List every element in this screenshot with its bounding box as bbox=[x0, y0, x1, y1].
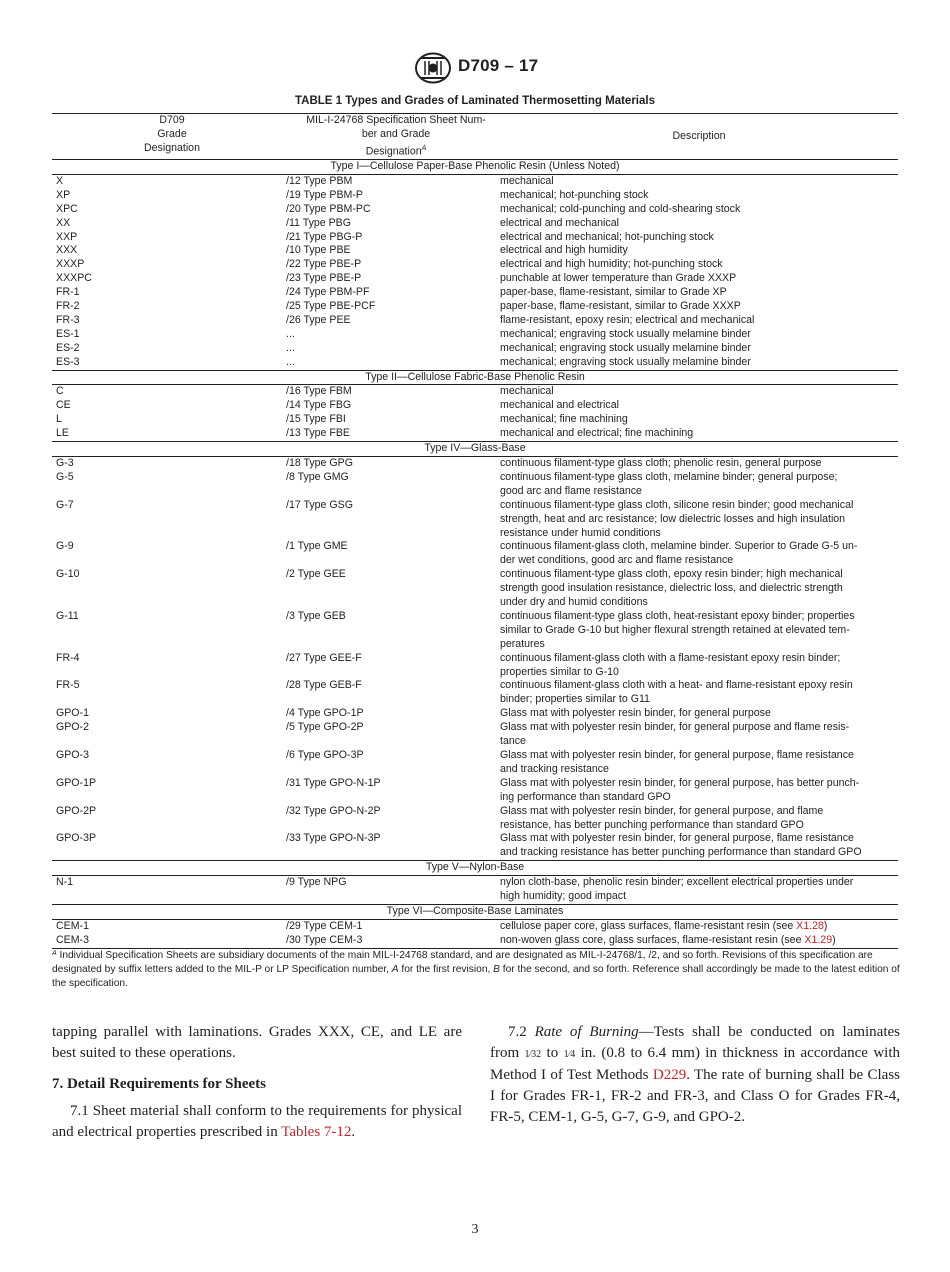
description-cell bbox=[500, 413, 898, 427]
mil-spec-cell: /22 Type PBE-P bbox=[286, 258, 362, 271]
table-row bbox=[52, 385, 898, 399]
fraction: 1⁄32 bbox=[524, 1049, 542, 1060]
grade-cell: GPO-2 bbox=[56, 721, 89, 734]
grade-cell: XXXP bbox=[56, 258, 85, 271]
description-line: resistance under humid conditions bbox=[500, 526, 661, 539]
table-row bbox=[52, 356, 898, 370]
description-cell bbox=[500, 471, 898, 499]
table-row bbox=[52, 231, 898, 245]
grade-cell: GPO-2P bbox=[56, 804, 97, 817]
section-title: Type II—Cellulose Fabric-Base Phenolic Resin bbox=[52, 370, 898, 386]
grade-cell: G-9 bbox=[56, 540, 74, 553]
grade-cell: G-11 bbox=[56, 609, 79, 622]
mil-spec-cell: /25 Type PBE-PCF bbox=[286, 300, 376, 313]
grade-cell: FR-2 bbox=[56, 300, 80, 313]
table-row bbox=[52, 413, 898, 427]
description-line: punchable at lower temperature than Grade XXXP bbox=[500, 272, 737, 285]
description-cell bbox=[500, 314, 898, 328]
description-line: mechanical; hot-punching stock bbox=[500, 188, 649, 201]
description-line: continuous filament-type glass cloth, silicone resin binder; good mechanical bbox=[500, 498, 854, 511]
mil-spec-cell: ... bbox=[286, 341, 295, 354]
table-row bbox=[52, 300, 898, 314]
description-cell bbox=[500, 721, 898, 749]
mil-spec-cell: /3 Type GEB bbox=[286, 609, 346, 622]
description-cell bbox=[500, 231, 898, 245]
section-title: Type I—Cellulose Paper-Base Phenolic Resin (Unless Noted) bbox=[52, 160, 898, 175]
mil-spec-cell: /23 Type PBE-P bbox=[286, 272, 362, 285]
description-line: electrical and high humidity bbox=[500, 244, 628, 257]
mil-spec-cell: ... bbox=[286, 355, 295, 368]
description-cell bbox=[500, 399, 898, 413]
table-row bbox=[52, 749, 898, 777]
description-cell bbox=[500, 272, 898, 286]
grade-cell: L bbox=[56, 413, 62, 426]
description-cell bbox=[500, 244, 898, 258]
description-line: Glass mat with polyester resin binder, for general purpose, and flame bbox=[500, 804, 824, 817]
description-line: Glass mat with polyester resin binder, for general purpose, flame resistance bbox=[500, 749, 854, 762]
description-line: mechanical bbox=[500, 385, 554, 398]
description-line: mechanical; engraving stock usually melamine binder bbox=[500, 341, 751, 354]
grade-cell: XPC bbox=[56, 202, 78, 215]
grade-cell: XXP bbox=[56, 230, 78, 243]
description-line: continuous filament-glass cloth with a flame-resistant epoxy resin binder; bbox=[500, 651, 841, 664]
description-line: continuous filament-type glass cloth, epoxy resin binder; high mechanical bbox=[500, 568, 843, 581]
footnote-marker: A bbox=[421, 144, 427, 152]
description-cell bbox=[500, 457, 898, 471]
table-row bbox=[52, 777, 898, 805]
mil-spec-cell: /31 Type GPO-N-1P bbox=[286, 776, 381, 789]
mil-spec-cell: ... bbox=[286, 327, 295, 340]
grade-cell: XX bbox=[56, 216, 71, 229]
description-line: under dry and humid conditions bbox=[500, 596, 648, 609]
mil-spec-cell: /4 Type GPO-1P bbox=[286, 707, 364, 720]
table-row bbox=[52, 876, 898, 904]
mil-spec-cell: /11 Type PBG bbox=[286, 216, 351, 229]
grade-cell: N-1 bbox=[56, 876, 74, 889]
table-row bbox=[52, 203, 898, 217]
grade-cell: G-7 bbox=[56, 498, 74, 511]
astm-logo-icon bbox=[414, 52, 452, 84]
mil-spec-cell: /17 Type GSG bbox=[286, 498, 353, 511]
table-footnote: $^A$ Individual Specification Sheets are subsidiary documents of the main MIL-I-24768 standard, and are designated as MIL-I-24768/1, /2, and so forth. Revisions of this specification are designated by suffix letters added to the MIL-P or LP Specification number, A for the first revision, B for the second, and so forth. Reference shall accordingly be made to the latest edition of the specification. bbox=[52, 950, 900, 989]
description-cell bbox=[500, 342, 898, 356]
standard-designation: D709 – 17 bbox=[458, 56, 539, 75]
paragraph-7-2: 7.2 Rate of Burning—Tests shall be conducted on laminates from 1⁄32 to 1⁄4 in. (0.8 to 6.4 mm) in thickness in accordance with Method I of Test Methods D229. The rate of burning shall be Class I for Grades FR-1, FR-2 and FR-3, and Class O for Grades FR-4, FR-5, CEM-1, G-5, G-7, G-9, and GPO-2. bbox=[490, 1024, 900, 1125]
description-cell bbox=[500, 499, 898, 541]
grade-cell: C bbox=[56, 385, 64, 398]
description-line: binder; properties similar to G11 bbox=[500, 693, 650, 706]
description-line: continuous filament-glass cloth with a heat- and flame-resistant epoxy resin bbox=[500, 679, 853, 692]
section-title: Type IV—Glass-Base bbox=[52, 441, 898, 457]
description-line: mechanical; engraving stock usually melamine binder bbox=[500, 327, 751, 340]
description-cell bbox=[500, 749, 898, 777]
grade-cell: GPO-1P bbox=[56, 776, 97, 789]
appendix-link[interactable]: X1.28 bbox=[796, 919, 824, 932]
grade-cell: G-10 bbox=[56, 568, 80, 581]
grade-cell: GPO-3P bbox=[56, 832, 97, 845]
description-line: continuous filament-glass cloth, melamine binder. Superior to Grade G-5 un- bbox=[500, 540, 858, 553]
table-row bbox=[52, 175, 898, 189]
mil-spec-cell: /19 Type PBM-P bbox=[286, 188, 363, 201]
table-row bbox=[52, 707, 898, 721]
mil-spec-cell: /26 Type PEE bbox=[286, 313, 351, 326]
description-line: continuous filament-type glass cloth, melamine binder; general purpose; bbox=[500, 470, 838, 483]
description-cell bbox=[500, 679, 898, 707]
description-line: Glass mat with polyester resin binder, for general purpose and flame resis- bbox=[500, 721, 850, 734]
mil-spec-cell: /18 Type GPG bbox=[286, 456, 353, 469]
description-cell bbox=[500, 286, 898, 300]
description-cell bbox=[500, 777, 898, 805]
table-row bbox=[52, 286, 898, 300]
description-cell bbox=[500, 805, 898, 833]
mil-spec-cell: /20 Type PBM-PC bbox=[286, 202, 371, 215]
grade-cell: FR-5 bbox=[56, 679, 80, 692]
description-line: Glass mat with polyester resin binder, for general purpose, flame resistance bbox=[500, 832, 854, 845]
table-row bbox=[52, 189, 898, 203]
description-cell bbox=[500, 707, 898, 721]
grade-cell: CE bbox=[56, 399, 71, 412]
paragraph-7-1: 7.1 Sheet material shall conform to the requirements for physical and electrical properties prescribed in Tables 7-12. bbox=[52, 1103, 462, 1140]
right-column bbox=[490, 1022, 900, 1128]
section-title: Type VI—Composite-Base Laminates bbox=[52, 904, 898, 920]
grade-cell: FR-4 bbox=[56, 651, 80, 664]
description-line: mechanical; cold-punching and cold-shearing stock bbox=[500, 202, 741, 215]
table-row bbox=[52, 499, 898, 541]
description-line: high humidity; good impact bbox=[500, 890, 627, 903]
table-row bbox=[52, 805, 898, 833]
table-header bbox=[52, 114, 898, 160]
grade-cell: X bbox=[56, 174, 64, 187]
description-cell bbox=[500, 540, 898, 568]
grade-cell: CEM-3 bbox=[56, 933, 89, 946]
table-row bbox=[52, 399, 898, 413]
table-body bbox=[52, 160, 898, 948]
table-row bbox=[52, 679, 898, 707]
description-line: good arc and flame resistance bbox=[500, 484, 642, 497]
description-cell bbox=[500, 876, 898, 904]
grade-cell: FR-1 bbox=[56, 286, 80, 299]
description-line: mechanical bbox=[500, 174, 554, 187]
table-row bbox=[52, 217, 898, 231]
mil-spec-cell: /6 Type GPO-3P bbox=[286, 749, 364, 762]
description-cell bbox=[500, 920, 898, 934]
table-row bbox=[52, 568, 898, 610]
description-cell bbox=[500, 328, 898, 342]
header-mil-spec: MIL-I-24768 Specification Sheet Num- ber and Grade Designation$^A$ bbox=[306, 114, 486, 158]
description-line: ing performance than standard GPO bbox=[500, 790, 671, 803]
page-header bbox=[0, 52, 950, 84]
section-title: Type V—Nylon-Base bbox=[52, 860, 898, 876]
grade-cell: XXX bbox=[56, 244, 78, 257]
description-line: flame-resistant, epoxy resin; electrical and mechanical bbox=[500, 313, 755, 326]
description-line: nylon cloth-base, phenolic resin binder; excellent electrical properties under bbox=[500, 876, 854, 889]
mil-spec-cell: /10 Type PBE bbox=[286, 244, 351, 257]
mil-spec-cell: /9 Type NPG bbox=[286, 876, 347, 889]
description-cell bbox=[500, 385, 898, 399]
header-description: Description bbox=[672, 129, 726, 142]
mil-spec-cell: /24 Type PBM-PF bbox=[286, 286, 370, 299]
table-row bbox=[52, 328, 898, 342]
description-line: paper-base, flame-resistant, similar to Grade XXXP bbox=[500, 300, 741, 313]
description-cell bbox=[500, 258, 898, 272]
grade-cell: LE bbox=[56, 427, 69, 440]
description-line: paper-base, flame-resistant, similar to Grade XP bbox=[500, 286, 727, 299]
description-cell bbox=[500, 189, 898, 203]
mil-spec-cell: /21 Type PBG-P bbox=[286, 230, 363, 243]
mil-spec-cell: /1 Type GME bbox=[286, 540, 348, 553]
table-row bbox=[52, 342, 898, 356]
grade-cell: GPO-1 bbox=[56, 707, 89, 720]
table-row bbox=[52, 471, 898, 499]
continued-paragraph: tapping parallel with laminations. Grades XXX, CE, and LE are best suited to these operations. bbox=[52, 1024, 462, 1061]
section-heading: 7. Detail Requirements for Sheets bbox=[52, 1076, 266, 1092]
appendix-link[interactable]: X1.29 bbox=[804, 933, 833, 946]
description-line: mechanical; fine machining bbox=[500, 413, 628, 426]
description-line: mechanical and electrical; fine machining bbox=[500, 427, 694, 440]
mil-spec-cell: /29 Type CEM-1 bbox=[286, 919, 363, 932]
tables-link[interactable]: Tables 7-12 bbox=[281, 1124, 352, 1140]
description-cell bbox=[500, 832, 898, 860]
description-line: der wet conditions, good arc and flame resistance bbox=[500, 554, 734, 567]
grade-cell: ES-3 bbox=[56, 355, 80, 368]
description-cell bbox=[500, 652, 898, 680]
table-row bbox=[52, 272, 898, 286]
table-row bbox=[52, 540, 898, 568]
description-cell bbox=[500, 175, 898, 189]
table-row bbox=[52, 920, 898, 934]
grade-cell: FR-3 bbox=[56, 313, 80, 326]
mil-spec-cell: /2 Type GEE bbox=[286, 568, 346, 581]
description-line: electrical and high humidity; hot-punching stock bbox=[500, 258, 723, 271]
grade-cell: GPO-3 bbox=[56, 749, 89, 762]
mil-spec-cell: /28 Type GEB-F bbox=[286, 679, 362, 692]
types-grades-table bbox=[52, 113, 898, 949]
grade-cell: XXXPC bbox=[56, 272, 92, 285]
table-row bbox=[52, 314, 898, 328]
paragraph-title: Rate of Burning bbox=[534, 1024, 639, 1040]
table-row bbox=[52, 652, 898, 680]
mil-spec-cell: /8 Type GMG bbox=[286, 470, 349, 483]
description-line: cellulose paper core, glass surfaces, flame-resistant resin (see X1.28) bbox=[500, 919, 828, 932]
description-cell bbox=[500, 217, 898, 231]
description-cell bbox=[500, 203, 898, 217]
table-title: TABLE 1 Types and Grades of Laminated Thermosetting Materials bbox=[295, 95, 655, 107]
description-line: strength, heat and arc resistance; low dielectric losses and high insulation bbox=[500, 512, 846, 525]
table-row bbox=[52, 457, 898, 471]
table-row bbox=[52, 610, 898, 652]
description-line: peratures bbox=[500, 637, 545, 650]
grade-cell: CEM-1 bbox=[56, 919, 89, 932]
mil-spec-cell: /30 Type CEM-3 bbox=[286, 933, 363, 946]
description-cell bbox=[500, 610, 898, 652]
table-row bbox=[52, 258, 898, 272]
description-line: properties similar to G-10 bbox=[500, 665, 619, 678]
description-line: tance bbox=[500, 735, 526, 748]
description-line: Glass mat with polyester resin binder, for general purpose, has better punch- bbox=[500, 776, 860, 789]
description-cell bbox=[500, 300, 898, 314]
description-line: mechanical and electrical bbox=[500, 399, 619, 412]
mil-spec-cell: /12 Type PBM bbox=[286, 174, 353, 187]
description-cell bbox=[500, 934, 898, 948]
mil-spec-cell: /15 Type FBI bbox=[286, 413, 346, 426]
mil-spec-cell: /33 Type GPO-N-3P bbox=[286, 832, 381, 845]
description-line: Glass mat with polyester resin binder, for general purpose bbox=[500, 707, 771, 720]
description-cell bbox=[500, 356, 898, 370]
mil-spec-cell: /13 Type FBE bbox=[286, 427, 350, 440]
description-line: mechanical; engraving stock usually melamine binder bbox=[500, 355, 751, 368]
table-row bbox=[52, 244, 898, 258]
description-line: continuous filament-type glass cloth, heat-resistant epoxy binder; properties bbox=[500, 609, 855, 622]
table-row bbox=[52, 832, 898, 860]
mil-spec-cell: /32 Type GPO-N-2P bbox=[286, 804, 381, 817]
page-number: 3 bbox=[471, 1222, 479, 1237]
grade-cell: G-5 bbox=[56, 470, 74, 483]
description-line: continuous filament-type glass cloth; phenolic resin, general purpose bbox=[500, 456, 822, 469]
grade-cell: XP bbox=[56, 188, 71, 201]
mil-spec-cell: /16 Type FBM bbox=[286, 385, 352, 398]
table-row bbox=[52, 721, 898, 749]
table-row bbox=[52, 427, 898, 441]
grade-cell: G-3 bbox=[56, 456, 74, 469]
grade-cell: ES-2 bbox=[56, 341, 80, 354]
mil-spec-cell: /27 Type GEE-F bbox=[286, 651, 362, 664]
description-line: electrical and mechanical bbox=[500, 216, 619, 229]
table-row bbox=[52, 934, 898, 948]
description-line: strength good insulation resistance, dielectric loss, and dielectric strength bbox=[500, 582, 843, 595]
description-line: and tracking resistance bbox=[500, 762, 609, 775]
description-cell bbox=[500, 568, 898, 610]
description-cell bbox=[500, 427, 898, 441]
description-line: non-woven glass core, glass surfaces, flame-resistant resin (see X1.29) bbox=[500, 933, 836, 946]
fraction: 1⁄4 bbox=[563, 1049, 576, 1060]
left-column bbox=[52, 1022, 462, 1143]
mil-spec-cell: /14 Type FBG bbox=[286, 399, 352, 412]
header-grade-designation: D709 Grade Designation bbox=[144, 114, 200, 154]
description-line: electrical and mechanical; hot-punching stock bbox=[500, 230, 714, 243]
description-line: similar to Grade G-10 but higher flexural strength retained at elevated tem- bbox=[500, 623, 850, 636]
description-line: and tracking resistance has better punching performance than standard GPO bbox=[500, 846, 862, 859]
mil-spec-cell: /5 Type GPO-2P bbox=[286, 721, 364, 734]
d229-link[interactable]: D229 bbox=[652, 1067, 687, 1083]
grade-cell: ES-1 bbox=[56, 327, 80, 340]
description-line: resistance, has better punching performance than standard GPO bbox=[500, 818, 804, 831]
